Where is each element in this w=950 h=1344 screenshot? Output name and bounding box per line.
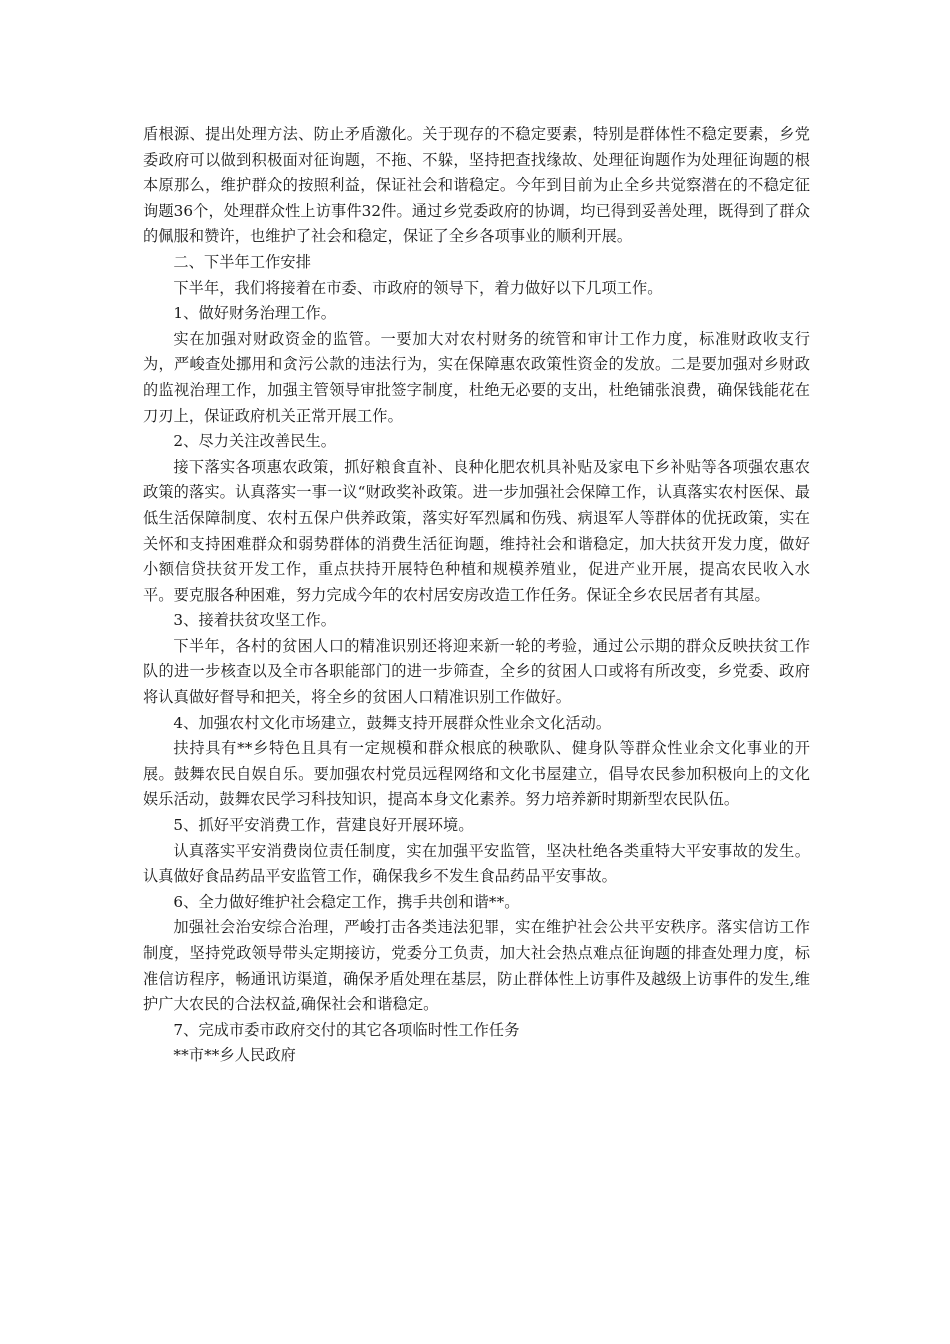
document-body <box>143 122 810 1069</box>
item-heading-6: 6、全力做好维护社会稳定工作，携手共创和谐**。 <box>173 892 520 911</box>
item-body-5: 认真落实平安消费岗位责任制度，实在加强平安监管，坚决杜绝各类重特大平安事故的发生。认真做好食品药品平安监管工作，确保我乡不发生食品药品平安事故。 <box>143 841 810 886</box>
item-heading-3: 3、接着扶贫攻坚工作。 <box>173 611 337 630</box>
item-heading-4: 4、加强农村文化市场建立，鼓舞支持开展群众性业余文化活动。 <box>173 713 612 732</box>
item-heading-1: 1、做好财务治理工作。 <box>173 304 337 323</box>
item-heading-5: 5、抓好平安消费工作，营建良好开展环境。 <box>173 816 474 835</box>
signature-line: **市**乡人民政府 <box>173 1046 296 1065</box>
item-body-2: 接下落实各项惠农政策，抓好粮食直补、良种化肥农机具补贴及家电下乡补贴等各项强农惠农政策的落实。认真落实一事一议“财政奖补政策。进一步加强社会保障工作，认真落实农村医保、最低生活保障制度、农村五保户供养政策，落实好军烈属和伤残、病退军人等群体的优抚政策，实在关怀和支持困难群众和弱势群体的消费生活征询题，维持社会和谐稳定，加大扶贫开发力度，做好小额信贷扶贫开发工作，重点扶持开展特色种植和规模养殖业，促进产业开展，提高农民收入水平。要克服各种困难，努力完成今年的农村居安房改造工作任务。保证全乡农民居者有其屋。 <box>143 457 810 604</box>
paragraph-continuation: 盾根源、提出处理方法、防止矛盾激化。关于现存的不稳定要素，特别是群体性不稳定要素，乡党委政府可以做到积极面对征询题，不拖、不躲，坚持把查找缘故、处理征询题作为处理征询题的根本原那么，维护群众的按照利益，保证社会和谐稳定。今年到目前为止全乡共觉察潜在的不稳定征询题36个，处理群众性上访事件32件。通过乡党委政府的协调，均已得到妥善处理，既得到了群众的佩服和赞许，也维护了社会和稳定，保证了全乡各项事业的顺利开展。 <box>143 125 810 246</box>
item-body-3: 下半年，各村的贫困人口的精准识别还将迎来新一轮的考验，通过公示期的群众反映扶贫工作队的进一步核查以及全市各职能部门的进一步筛查，全乡的贫困人口或将有所改变，乡党委、政府将认真做好督导和把关，将全乡的贫困人口精准识别工作做好。 <box>143 636 810 707</box>
item-body-1: 实在加强对财政资金的监管。一要加大对农村财务的统管和审计工作力度，标准财政收支行为，严峻查处挪用和贪污公款的违法行为，实在保障惠农政策性资金的发放。二是要加强对乡财政的监视治理工作，加强主管领导审批签字制度，杜绝无必要的支出，杜绝铺张浪费，确保钱能花在刀刃上，保证政府机关正常开展工作。 <box>143 329 810 425</box>
section-heading-2: 二、下半年工作安排 <box>173 252 311 271</box>
item-heading-7: 7、完成市委市政府交付的其它各项临时性工作任务 <box>173 1020 520 1039</box>
item-body-4: 扶持具有**乡特色且具有一定规模和群众根底的秧歌队、健身队等群众性业余文化事业的开展。鼓舞农民自娱自乐。要加强农村党员远程网络和文化书屋建立，倡导农民参加积极向上的文化娱乐活动，鼓舞农民学习科技知识，提高本身文化素养。努力培养新时期新型农民队伍。 <box>143 739 810 809</box>
paragraph-intro: 下半年，我们将接着在市委、市政府的领导下，着力做好以下几项工作。 <box>173 278 663 297</box>
item-body-6: 加强社会治安综合治理，严峻打击各类违法犯罪，实在维护社会公共平安秩序。落实信访工作制度，坚持党政领导带头定期接访，党委分工负责，加大社会热点难点征询题的排查处理力度，标准信访程序，畅通讯访渠道，确保矛盾处理在基层，防止群体性上访事件及越级上访事件的发生,维护广大农民的合法权益,确保社会和谐稳定。 <box>143 918 810 1014</box>
item-heading-2: 2、尽力关注改善民生。 <box>173 432 337 451</box>
